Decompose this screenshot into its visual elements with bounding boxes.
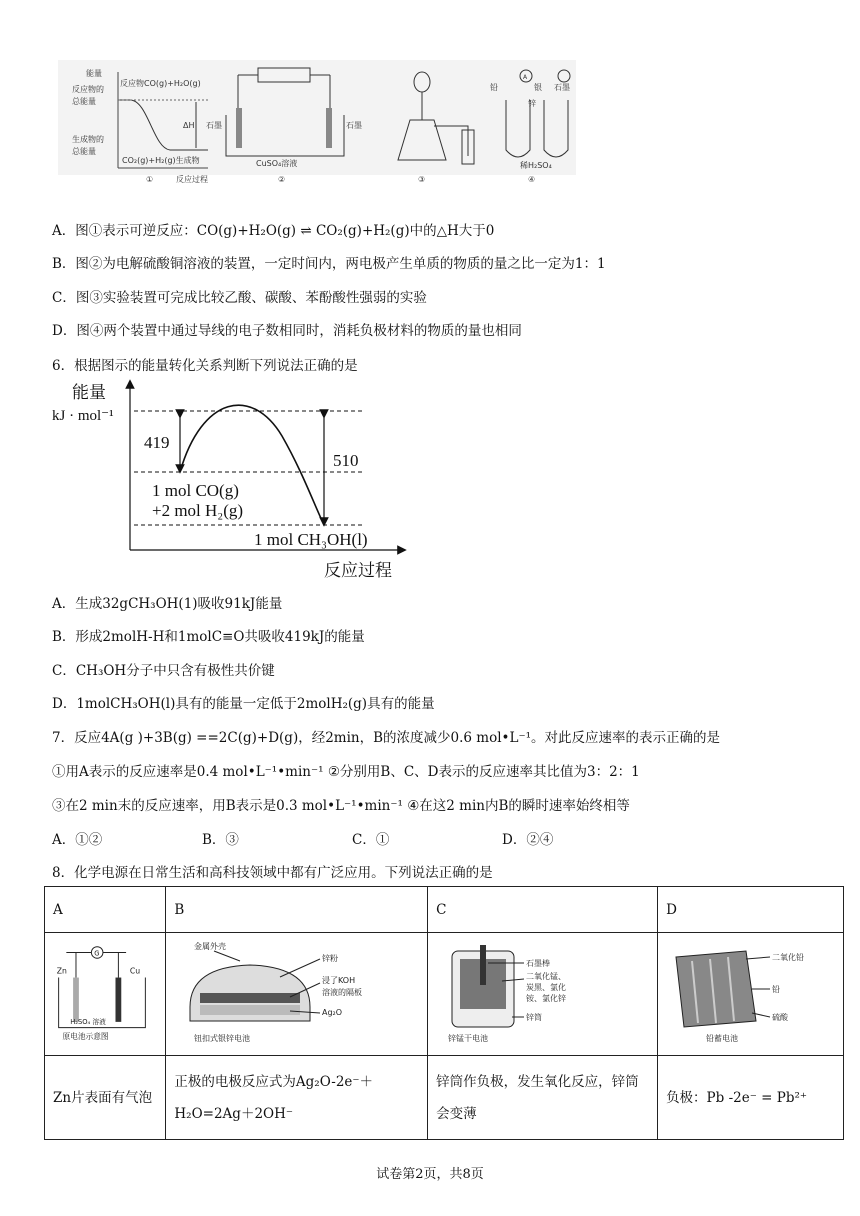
q5-figure [58, 60, 576, 184]
q6-gap-right: 510 [333, 451, 359, 470]
q8-image-c [428, 933, 658, 1056]
q8-header-d: D [658, 887, 844, 933]
svg-text:炭黑、氯化: 炭黑、氯化 [526, 983, 567, 992]
p1-reactant-1: 反应物的 [72, 85, 104, 94]
svg-text:金属外壳: 金属外壳 [194, 942, 227, 951]
q8-table [44, 886, 844, 1140]
p4-label-ag: 银 [534, 83, 542, 92]
page-footer: 试卷第2页，共8页 [376, 1167, 484, 1182]
p1-num: ① [146, 175, 154, 184]
q5-option-d: D．图④两个装置中通过导线的电子数相同时，消耗负极材料的物质的量也相同 [52, 323, 522, 339]
svg-text:H₂SO₄ 溶液: H₂SO₄ 溶液 [70, 1017, 106, 1026]
svg-text:锌筒: 锌筒 [526, 1013, 543, 1022]
q7-stem: 7．反应4A(g )+3B(g) ==2C(g)+D(g)，经2min，B的浓度减少0.6 mol•L⁻¹。对此反应速率的表示正确的是 [52, 730, 721, 746]
svg-text:Zn: Zn [56, 966, 67, 976]
q7-option-d: D．②④ [502, 832, 554, 848]
p1-y-label: 能量 [86, 69, 102, 78]
p1-product-curve: CO₂(g)+H₂(g)生成物 [122, 156, 200, 165]
q7-option-b: B．③ [202, 832, 239, 848]
svg-text:硫酸: 硫酸 [772, 1013, 789, 1022]
q6-option-b: B．形成2molH-H和1molC≡O共吸收419kJ的能量 [52, 629, 365, 645]
q6-stem: 6．根据图示的能量转化关系判断下列说法正确的是 [52, 358, 358, 374]
p4-label-pb: 铅 [490, 83, 498, 92]
q8-cell-c: 锌筒作负极，发生氧化反应，锌筒会变薄 [428, 1056, 658, 1140]
p4-meter: A [523, 74, 528, 81]
q6-y-label: 能量 [72, 383, 106, 402]
q8-cell-b: 正极的电极反应式为Ag₂O-2e⁻＋H₂O=2Ag＋2OH⁻ [166, 1056, 428, 1140]
p3-num: ③ [418, 175, 426, 184]
panel2-electrolysis [206, 68, 362, 184]
svg-text:浸了KOH: 浸了KOH [322, 976, 356, 985]
svg-text:锌粉: 锌粉 [322, 954, 339, 963]
svg-text:铵、氯化锌: 铵、氯化锌 [526, 994, 567, 1003]
q6-x-label: 反应过程 [324, 561, 392, 580]
p1-reactant-curve: 反应物CO(g)+H₂O(g) [120, 79, 201, 88]
q6-y-unit: kJ · mol⁻¹ [52, 408, 114, 424]
p1-product-1: 生成物的 [72, 135, 104, 144]
q6-option-d: D．1molCH₃OH(l)具有的能量一定低于2molH₂(g)具有的能量 [52, 696, 435, 712]
svg-text:铅蓄电池: 铅蓄电池 [706, 1034, 739, 1043]
panel1-energy-diagram [72, 68, 208, 184]
q7-option-c: C．① [352, 832, 390, 848]
p4-num: ④ [528, 175, 536, 184]
q7-statement-1: ①用A表示的反应速率是0.4 mol•L⁻¹•min⁻¹ ②分别用B、C、D表示的反应速率其比值为3：2：1 [52, 764, 640, 780]
q7-statement-2: ③在2 min末的反应速率，用B表示是0.3 mol•L⁻¹•min⁻¹ ④在这2 min内B的瞬时速率始终相等 [52, 798, 630, 814]
p1-delta-h: ΔH [183, 121, 195, 130]
svg-text:二氧化锰、: 二氧化锰、 [526, 972, 567, 981]
svg-text:溶液的隔板: 溶液的隔板 [322, 988, 363, 997]
q5-option-b: B．图②为电解硫酸铜溶液的装置，一定时间内，两电极产生单质的物质的量之比一定为1：1 [52, 256, 606, 272]
q6-energy-diagram [52, 376, 412, 581]
q7-option-a: A．①② [52, 832, 103, 848]
p1-product-2: 总能量 [72, 147, 96, 156]
q8-stem: 8．化学电源在日常生活和高科技领域中都有广泛应用。下列说法正确的是 [52, 865, 493, 881]
q6-reactant-1: 1 mol CO(g) [152, 481, 239, 500]
q8-cell-a: Zn片表面有气泡 [45, 1056, 166, 1140]
q8-header-a: A [45, 887, 166, 933]
q6-product: 1 mol CH₃OH(l) [254, 530, 368, 549]
q8-image-a [45, 933, 166, 1056]
p1-reactant-2: 总能量 [72, 97, 96, 106]
svg-text:原电池示意图: 原电池示意图 [62, 1032, 109, 1042]
q6-option-c: C．CH₃OH分子中只含有极性共价键 [52, 663, 275, 679]
svg-text:Cu: Cu [129, 966, 141, 976]
p2-num: ② [278, 175, 286, 184]
q6-reactant-2: +2 mol H₂(g) [152, 501, 244, 520]
svg-text:二氧化铅: 二氧化铅 [772, 953, 805, 962]
svg-text:石墨棒: 石墨棒 [526, 959, 551, 968]
panel3-apparatus [398, 72, 474, 184]
panel4-cells [490, 70, 570, 184]
q6-gap-left: 419 [144, 433, 170, 452]
q8-image-d [658, 933, 844, 1056]
svg-text:钮扣式银锌电池: 钮扣式银锌电池 [194, 1034, 251, 1043]
svg-text:Ag₂O: Ag₂O [322, 1008, 343, 1017]
p4-acid: 稀H₂SO₄ [520, 161, 552, 170]
q6-option-a: A．生成32gCH₃OH(1)吸收91kJ能量 [52, 596, 283, 612]
svg-text:铅: 铅 [772, 985, 781, 994]
p4-label-zn: 锌 [528, 99, 536, 108]
svg-text:锌锰干电池: 锌锰干电池 [448, 1034, 489, 1043]
q5-option-c: C．图③实验装置可完成比较乙酸、碳酸、苯酚酸性强弱的实验 [52, 290, 427, 306]
p1-x-label: 反应过程 [176, 175, 208, 184]
q8-header-b: B [166, 887, 428, 933]
p2-right: 石墨 [346, 121, 362, 130]
p2-solution: CuSO₄溶液 [256, 159, 298, 168]
p2-left: 石墨 [206, 121, 222, 130]
p4-label-c: 石墨 [554, 83, 570, 92]
q8-header-c: C [428, 887, 658, 933]
q8-cell-d: 负极：Pb -2e⁻ = Pb²⁺ [658, 1056, 844, 1140]
q5-option-a: A．图①表示可逆反应：CO(g)+H₂O(g) ⇌ CO₂(g)+H₂(g)中的△H大于0 [52, 223, 495, 239]
svg-text:G: G [94, 949, 100, 958]
q8-image-b [166, 933, 428, 1056]
